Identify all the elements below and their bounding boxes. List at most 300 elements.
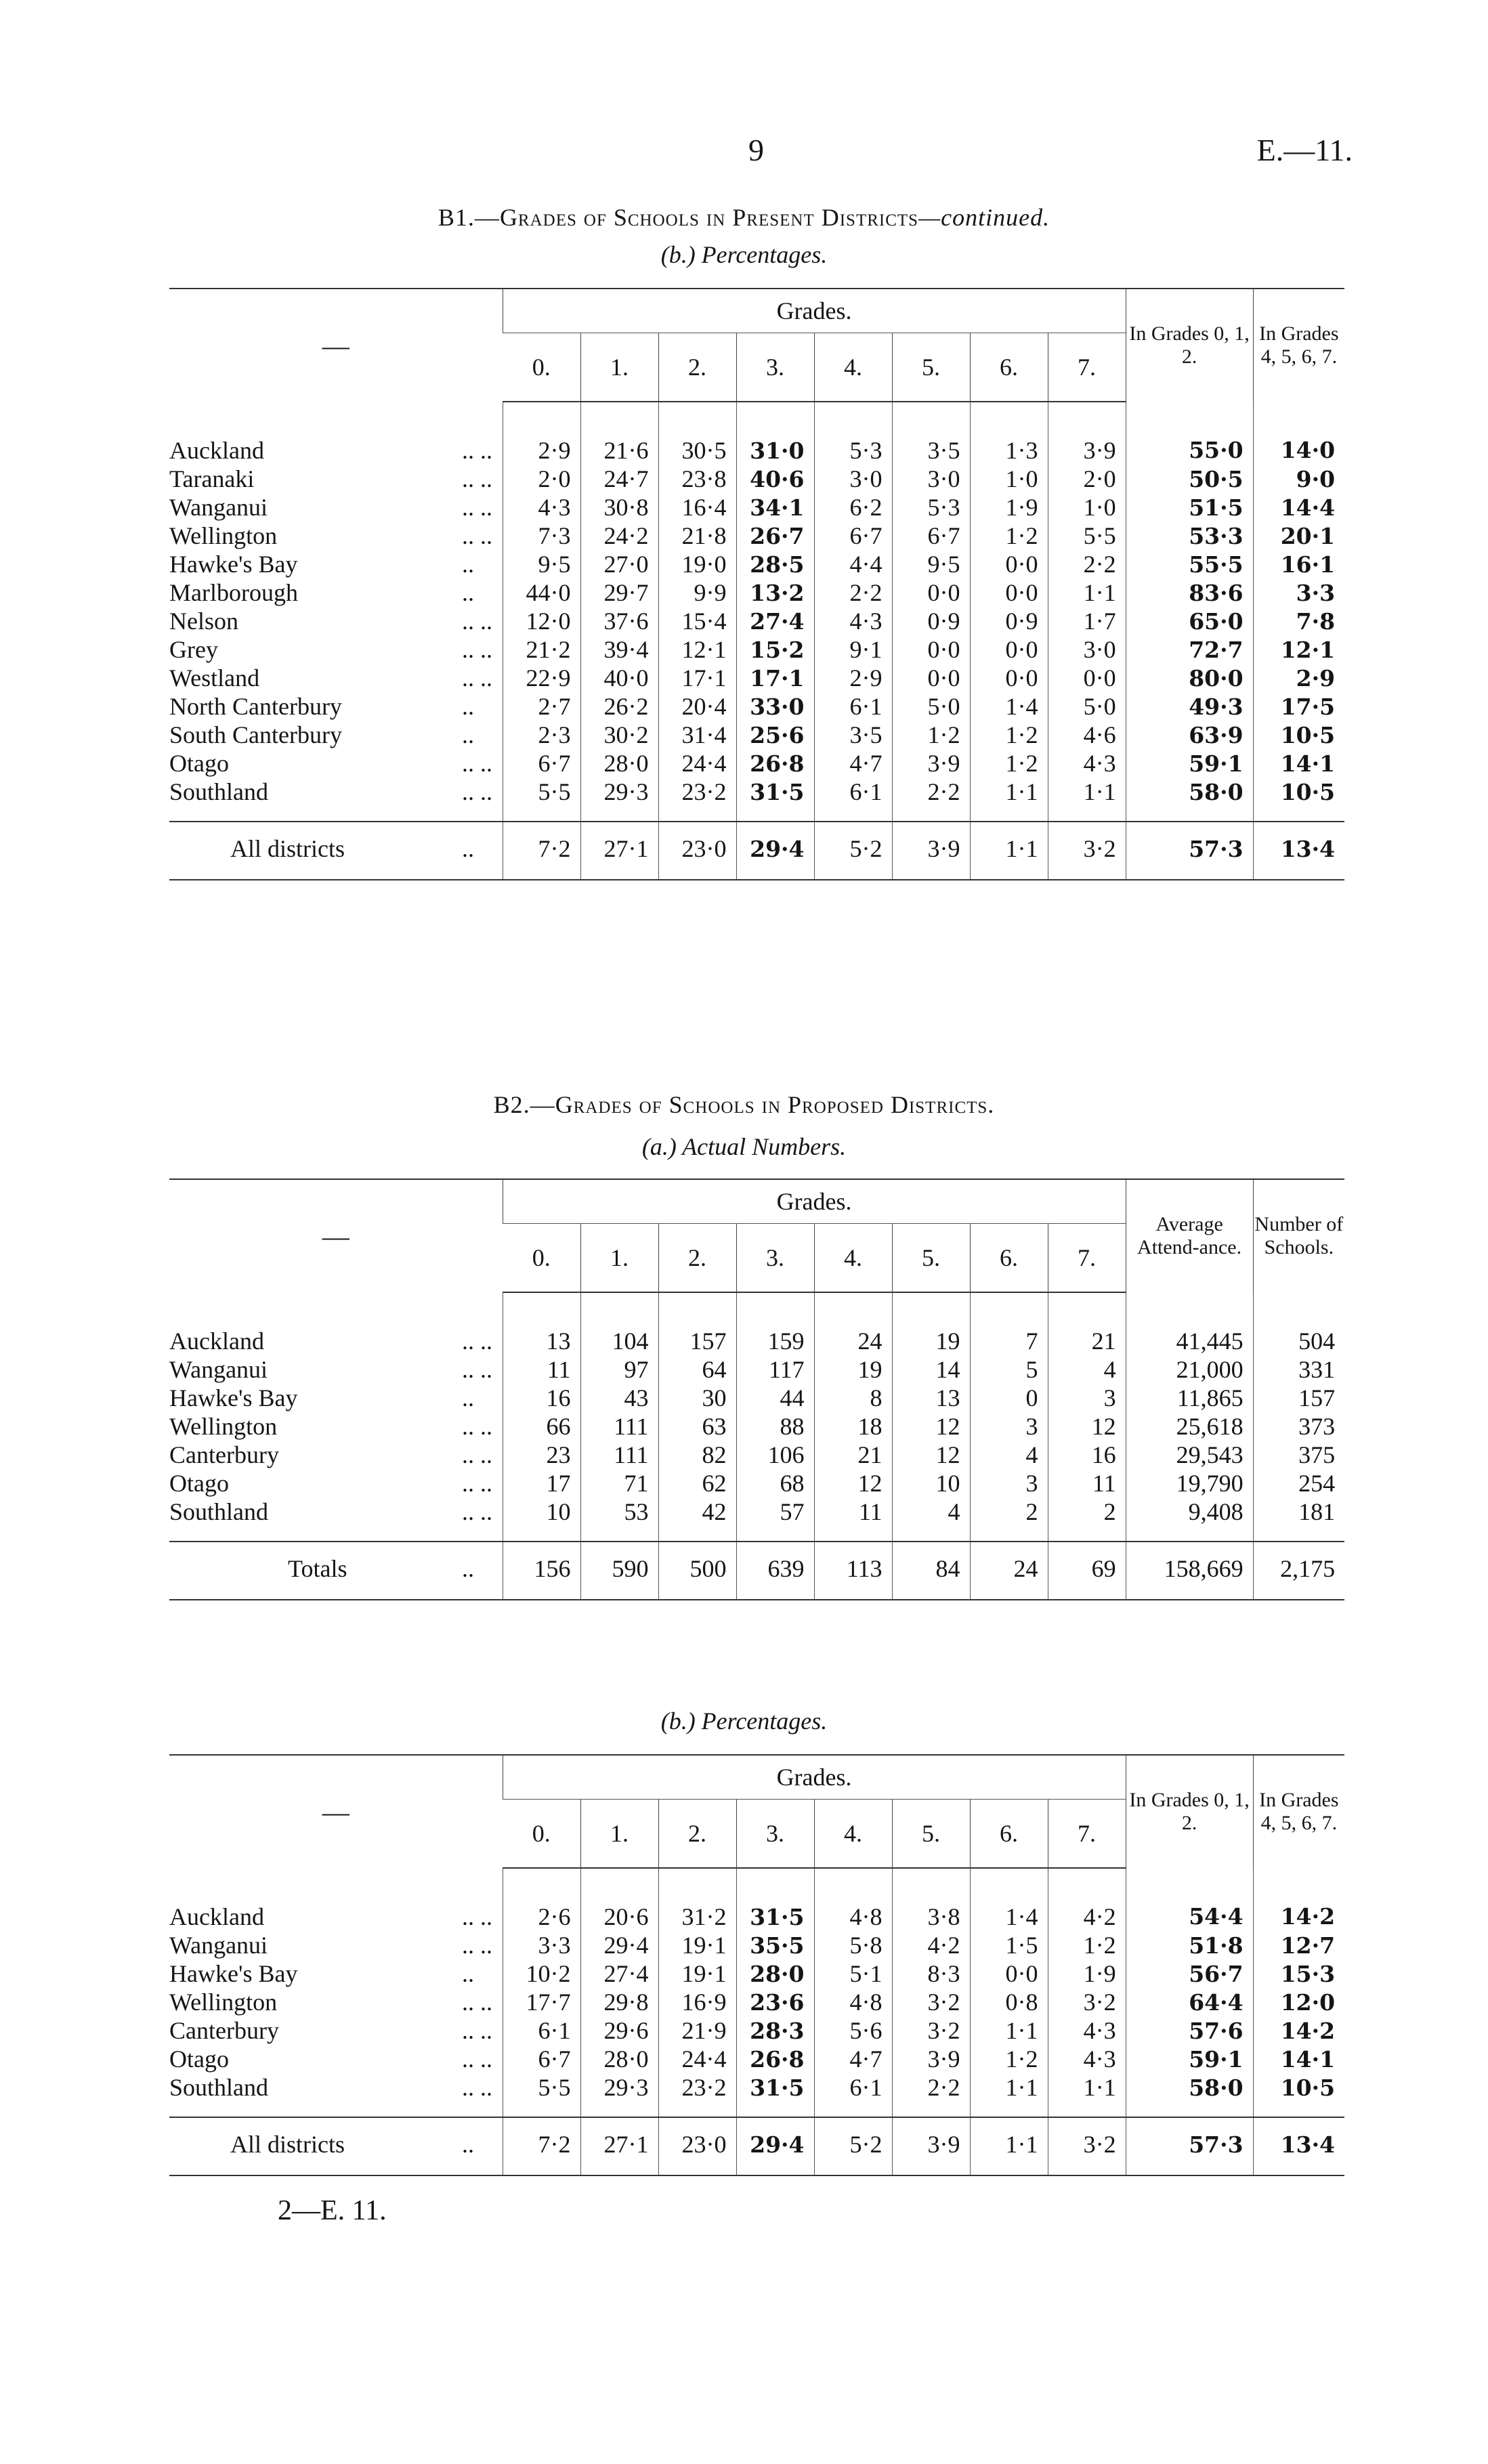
table-cell: 24·2: [580, 522, 658, 550]
table-cell: 14·2: [1253, 2016, 1344, 2045]
grade-column-header: 6.: [970, 333, 1048, 402]
table-cell: 9·5: [503, 550, 580, 578]
table-cell: 22·9: [503, 664, 580, 692]
table-cell: 17·5: [1253, 692, 1344, 721]
table-row: [169, 1868, 1344, 1931]
leader-dots: .. ..: [462, 636, 492, 663]
table-cell: 0·0: [1048, 664, 1126, 692]
table-cell: 28·0: [736, 1959, 814, 1988]
table-cell: 1·1: [970, 2016, 1048, 2045]
table-cell: 35·5: [736, 1931, 814, 1959]
table-cell: 159: [736, 1292, 814, 1355]
table-cell: 111: [580, 1441, 658, 1469]
total-cell: 29·4: [736, 2117, 814, 2175]
total-cell: 57·3: [1126, 2117, 1253, 2175]
total-cell: 3·9: [892, 2117, 970, 2175]
table-cell: 0·0: [892, 664, 970, 692]
table-cell: 0: [970, 1384, 1048, 1412]
district-name: South Canterbury: [169, 721, 342, 748]
table-cell: 5·1: [814, 1959, 892, 1988]
table-cell: 29·3: [580, 778, 658, 822]
extra-column-header-1: In Grades 0, 1, 2.: [1126, 1755, 1253, 1868]
table-cell: 31·5: [736, 2073, 814, 2117]
table-cell: 1·2: [970, 522, 1048, 550]
table-cell: 5·3: [892, 493, 970, 522]
district-name: Marlborough: [169, 579, 298, 606]
table-cell: 17·1: [658, 664, 736, 692]
stub-header-dash: —: [169, 289, 503, 402]
table-cell: 14·1: [1253, 749, 1344, 778]
table-cell: 12·1: [1253, 635, 1344, 664]
table-cell: 30·8: [580, 493, 658, 522]
table-cell: 14·4: [1253, 493, 1344, 522]
table-cell: 3·0: [892, 465, 970, 493]
total-cell: 24: [970, 1542, 1048, 1600]
table-cell: 31·2: [658, 1868, 736, 1931]
table-cell: 5·5: [503, 778, 580, 822]
table-cell: 21: [1048, 1292, 1126, 1355]
grade-column-header: 1.: [580, 1800, 658, 1869]
table-cell: 10·5: [1253, 778, 1344, 822]
table-cell: 4·3: [503, 493, 580, 522]
leader-dots: .. ..: [462, 522, 492, 549]
table-cell: 26·2: [580, 692, 658, 721]
extra-column-header-2: Number of Schools.: [1253, 1179, 1344, 1292]
table-cell: 4·4: [814, 550, 892, 578]
table-cell: 21·6: [580, 402, 658, 465]
stub-header-dash: —: [169, 1755, 503, 1868]
table-row: [169, 664, 1344, 692]
total-cell: 3·2: [1048, 2117, 1126, 2175]
table-cell: 3·0: [814, 465, 892, 493]
table-cell: 23·8: [658, 465, 736, 493]
table-cell: 0·9: [970, 607, 1048, 635]
table-cell: 9,408: [1126, 1497, 1253, 1542]
total-cell: 3·2: [1048, 822, 1126, 880]
table-cell: 12: [1048, 1412, 1126, 1441]
district-name: Otago: [169, 2045, 229, 2073]
table-cell: 4·7: [814, 749, 892, 778]
table-cell: 30·2: [580, 721, 658, 749]
leader-dots: ..: [462, 822, 503, 880]
grade-column-header: 2.: [658, 1224, 736, 1293]
grade-column-header: 2.: [658, 333, 736, 402]
table-cell: 3: [970, 1469, 1048, 1497]
table-row: [169, 550, 1344, 578]
district-name: Otago: [169, 1470, 229, 1497]
leader-dots: .. ..: [462, 1356, 492, 1383]
table-cell: 64·4: [1126, 1988, 1253, 2016]
table-cell: 23·2: [658, 778, 736, 822]
leader-dots: .. ..: [462, 750, 492, 777]
table-row: [169, 1469, 1344, 1497]
grade-column-header: 5.: [892, 1224, 970, 1293]
table-cell: 11: [814, 1497, 892, 1542]
table-row: [169, 1441, 1344, 1469]
table-cell: 21,000: [1126, 1355, 1253, 1384]
table-cell: 50·5: [1126, 465, 1253, 493]
table-cell: 6·1: [814, 2073, 892, 2117]
table-cell: 42: [658, 1497, 736, 1542]
table-cell: 53·3: [1126, 522, 1253, 550]
table-cell: 3·2: [892, 2016, 970, 2045]
table-cell: 21·2: [503, 635, 580, 664]
table-cell: 10: [892, 1469, 970, 1497]
table-cell: 1·1: [1048, 2073, 1126, 2117]
table-cell: 4·2: [1048, 1868, 1126, 1931]
table-cell: 27·4: [736, 607, 814, 635]
table-cell: 2·2: [1048, 550, 1126, 578]
table-cell: 1·4: [970, 1868, 1048, 1931]
extra-column-header-2: In Grades 4, 5, 6, 7.: [1253, 1755, 1344, 1868]
table-cell: 24·7: [580, 465, 658, 493]
table-cell: 5·8: [814, 1931, 892, 1959]
table-cell: 2·2: [814, 578, 892, 607]
grade-column-header: 5.: [892, 1800, 970, 1869]
district-name: North Canterbury: [169, 693, 342, 720]
grade-column-header: 7.: [1048, 1224, 1126, 1293]
table-cell: 16: [1048, 1441, 1126, 1469]
table-cell: 11: [503, 1355, 580, 1384]
extra-column-header-1: Average Attend-ance.: [1126, 1179, 1253, 1292]
table-cell: 54·4: [1126, 1868, 1253, 1931]
table-cell: 4: [1048, 1355, 1126, 1384]
table-cell: 63: [658, 1412, 736, 1441]
grade-column-header: 6.: [970, 1800, 1048, 1869]
table-cell: 23: [503, 1441, 580, 1469]
table-cell: 6·1: [814, 692, 892, 721]
table-row: [169, 1292, 1344, 1355]
table-cell: 28·5: [736, 550, 814, 578]
table-cell: 16·1: [1253, 550, 1344, 578]
grade-column-header: 0.: [503, 1800, 580, 1869]
table-cell: 43: [580, 1384, 658, 1412]
leader-dots: ..: [462, 1542, 503, 1600]
table-cell: 6·7: [503, 2045, 580, 2073]
table-cell: 31·4: [658, 721, 736, 749]
table-cell: 4: [970, 1441, 1048, 1469]
table-cell: 34·1: [736, 493, 814, 522]
table-cell: 4·8: [814, 1868, 892, 1931]
table-row: [169, 578, 1344, 607]
table-row: [169, 493, 1344, 522]
district-name: Taranaki: [169, 465, 255, 492]
table-cell: 1·1: [970, 778, 1048, 822]
table-row: [169, 721, 1344, 749]
table-cell: 0·0: [970, 1959, 1048, 1988]
extra-column-header-1: In Grades 0, 1, 2.: [1126, 289, 1253, 402]
district-name: Otago: [169, 750, 229, 777]
district-name: Wanganui: [169, 494, 268, 521]
table-cell: 68: [736, 1469, 814, 1497]
table-cell: 8: [814, 1384, 892, 1412]
leader-dots: .. ..: [462, 2045, 492, 2073]
grade-column-header: 6.: [970, 1224, 1048, 1293]
b1-table: [169, 288, 1344, 880]
table-cell: 57·6: [1126, 2016, 1253, 2045]
footer-signature: 2—E. 11.: [278, 2195, 387, 2226]
total-cell: 2,175: [1253, 1542, 1344, 1600]
table-cell: 10·5: [1253, 2073, 1344, 2117]
table-cell: 19: [892, 1292, 970, 1355]
table-cell: 29,543: [1126, 1441, 1253, 1469]
table-cell: 4·6: [1048, 721, 1126, 749]
table-cell: 1·2: [970, 749, 1048, 778]
table-cell: 17·1: [736, 664, 814, 692]
table-cell: 1·3: [970, 402, 1048, 465]
table-cell: 31·0: [736, 402, 814, 465]
leader-dots: .. ..: [462, 778, 492, 805]
table-cell: 1·2: [970, 2045, 1048, 2073]
table-cell: 2: [1048, 1497, 1126, 1542]
leader-dots: .. ..: [462, 608, 492, 635]
table-cell: 28·0: [580, 749, 658, 778]
table-row: [169, 1959, 1344, 1988]
table-cell: 5·6: [814, 2016, 892, 2045]
table-cell: 9·1: [814, 635, 892, 664]
table-row: [169, 778, 1344, 822]
district-name: Hawke's Bay: [169, 1960, 298, 1987]
table-cell: 71: [580, 1469, 658, 1497]
table-cell: 8·3: [892, 1959, 970, 1988]
table-cell: 49·3: [1126, 692, 1253, 721]
table-cell: 65·0: [1126, 607, 1253, 635]
table-row: [169, 2073, 1344, 2117]
total-cell: 27·1: [580, 822, 658, 880]
table-cell: 26·7: [736, 522, 814, 550]
table-cell: 19,790: [1126, 1469, 1253, 1497]
total-cell: 27·1: [580, 2117, 658, 2175]
b2b-subtitle: (b.) Percentages.: [660, 1707, 828, 1735]
table-cell: 72·7: [1126, 635, 1253, 664]
leader-dots: .. ..: [462, 1989, 492, 2016]
leader-dots: ..: [462, 1960, 474, 1987]
table-cell: 3·2: [892, 1988, 970, 2016]
grade-column-header: 4.: [814, 333, 892, 402]
table-cell: 14·2: [1253, 1868, 1344, 1931]
total-cell: 1·1: [970, 822, 1048, 880]
table-cell: 331: [1253, 1355, 1344, 1384]
table-cell: 3·9: [892, 749, 970, 778]
table-cell: 55·5: [1126, 550, 1253, 578]
grade-column-header: 2.: [658, 1800, 736, 1869]
table-cell: 29·4: [580, 1931, 658, 1959]
page-header: [0, 132, 1488, 179]
grades-header: Grades.: [503, 1179, 1126, 1224]
b2a-subtitle: (a.) Actual Numbers.: [641, 1133, 847, 1160]
district-name: Auckland: [169, 436, 264, 464]
table-cell: 0·0: [892, 578, 970, 607]
table-cell: 21: [814, 1441, 892, 1469]
leader-dots: .. ..: [462, 1413, 492, 1440]
table-cell: 44·0: [503, 578, 580, 607]
table-cell: 15·2: [736, 635, 814, 664]
table-cell: 26·8: [736, 749, 814, 778]
leader-dots: .. ..: [462, 1441, 492, 1468]
table-cell: 4·3: [1048, 2045, 1126, 2073]
table-cell: 4·2: [892, 1931, 970, 1959]
table-cell: 59·1: [1126, 2045, 1253, 2073]
table-row: [169, 2016, 1344, 2045]
grade-column-header: 4.: [814, 1800, 892, 1869]
table-cell: 3·5: [892, 402, 970, 465]
table-cell: 1·4: [970, 692, 1048, 721]
grade-column-header: 3.: [736, 1224, 814, 1293]
table-cell: 5·5: [503, 2073, 580, 2117]
table-cell: 17: [503, 1469, 580, 1497]
district-name: Wellington: [169, 522, 278, 549]
table-cell: 13·2: [736, 578, 814, 607]
grade-column-header: 4.: [814, 1224, 892, 1293]
table-cell: 19·1: [658, 1931, 736, 1959]
table-cell: 1·1: [1048, 778, 1126, 822]
table-cell: 2·7: [503, 692, 580, 721]
leader-dots: .. ..: [462, 2074, 492, 2101]
table-cell: 6·7: [814, 522, 892, 550]
table-cell: 31·5: [736, 778, 814, 822]
table-cell: 3·5: [814, 721, 892, 749]
table-cell: 97: [580, 1355, 658, 1384]
table-cell: 80·0: [1126, 664, 1253, 692]
table-cell: 4·3: [1048, 749, 1126, 778]
b2-title: B2.—Grades of Schools in Proposed Districts.: [493, 1091, 995, 1118]
district-name: Auckland: [169, 1327, 264, 1355]
table-cell: 16·9: [658, 1988, 736, 2016]
table-cell: 0·8: [970, 1988, 1048, 2016]
table-cell: 3: [970, 1412, 1048, 1441]
table-cell: 25,618: [1126, 1412, 1253, 1441]
page-number: 9: [748, 133, 764, 167]
table-cell: 2·9: [503, 402, 580, 465]
total-cell: 13·4: [1253, 2117, 1344, 2175]
table-cell: 37·6: [580, 607, 658, 635]
table-cell: 1·5: [970, 1931, 1048, 1959]
table-cell: 3: [1048, 1384, 1126, 1412]
stub-header-dash: —: [169, 1179, 503, 1292]
district-name: Westland: [169, 664, 260, 692]
table-cell: 29·6: [580, 2016, 658, 2045]
leader-dots: .. ..: [462, 1903, 492, 1930]
table-cell: 0·0: [892, 635, 970, 664]
table-cell: 5·3: [814, 402, 892, 465]
total-cell: 590: [580, 1542, 658, 1600]
leader-dots: .. ..: [462, 1327, 492, 1355]
grade-column-header: 0.: [503, 333, 580, 402]
grade-column-header: 7.: [1048, 333, 1126, 402]
table-cell: 83·6: [1126, 578, 1253, 607]
table-cell: 23·6: [736, 1988, 814, 2016]
table-cell: 1·9: [1048, 1959, 1126, 1988]
table-cell: 157: [658, 1292, 736, 1355]
table-row: [169, 1355, 1344, 1384]
table-cell: 9·5: [892, 550, 970, 578]
table-cell: 6·7: [892, 522, 970, 550]
table-cell: 28·0: [580, 2045, 658, 2073]
table-cell: 51·5: [1126, 493, 1253, 522]
table-cell: 12: [892, 1441, 970, 1469]
table-row: [169, 1931, 1344, 1959]
table-cell: 30·5: [658, 402, 736, 465]
leader-dots: ..: [462, 579, 474, 606]
total-cell: 639: [736, 1542, 814, 1600]
table-cell: 44: [736, 1384, 814, 1412]
table-cell: 12·1: [658, 635, 736, 664]
total-cell: 7·2: [503, 822, 580, 880]
table-cell: 181: [1253, 1497, 1344, 1542]
table-cell: 18: [814, 1412, 892, 1441]
table-cell: 254: [1253, 1469, 1344, 1497]
table-cell: 3·9: [892, 2045, 970, 2073]
district-name: Southland: [169, 778, 269, 805]
b1-title: B1.—Grades of Schools in Present Districts—continued.: [438, 204, 1050, 231]
table-row: [169, 749, 1344, 778]
table-cell: 2·0: [1048, 465, 1126, 493]
table-cell: 2·9: [1253, 664, 1344, 692]
leader-dots: ..: [462, 551, 474, 578]
table-cell: 40·6: [736, 465, 814, 493]
table-cell: 10·5: [1253, 721, 1344, 749]
district-name: Wanganui: [169, 1932, 268, 1959]
district-name: Wanganui: [169, 1356, 268, 1383]
table-cell: 104: [580, 1292, 658, 1355]
table-cell: 7: [970, 1292, 1048, 1355]
district-name: Wellington: [169, 1989, 278, 2016]
district-name: Auckland: [169, 1903, 264, 1930]
total-cell: 113: [814, 1542, 892, 1600]
table-row: [169, 1384, 1344, 1412]
table-cell: 23·2: [658, 2073, 736, 2117]
total-cell: 1·1: [970, 2117, 1048, 2175]
leader-dots: .. ..: [462, 1470, 492, 1497]
table-cell: 117: [736, 1355, 814, 1384]
table-cell: 21·9: [658, 2016, 736, 2045]
table-cell: 82: [658, 1441, 736, 1469]
table-cell: 3·9: [1048, 402, 1126, 465]
table-cell: 4: [892, 1497, 970, 1542]
total-cell: 69: [1048, 1542, 1126, 1600]
total-cell: 84: [892, 1542, 970, 1600]
table-cell: 29·7: [580, 578, 658, 607]
grade-column-header: 3.: [736, 1800, 814, 1869]
table-cell: 58·0: [1126, 778, 1253, 822]
table-cell: 2·3: [503, 721, 580, 749]
total-label: All districts: [169, 822, 462, 880]
table-cell: 58·0: [1126, 2073, 1253, 2117]
table-cell: 6·1: [814, 778, 892, 822]
b2a-table: [169, 1178, 1344, 1600]
table-cell: 2·2: [892, 778, 970, 822]
table-cell: 15·4: [658, 607, 736, 635]
table-cell: 20·1: [1253, 522, 1344, 550]
total-cell: 158,669: [1126, 1542, 1253, 1600]
table-cell: 3·0: [1048, 635, 1126, 664]
total-cell: 57·3: [1126, 822, 1253, 880]
table-cell: 5·0: [1048, 692, 1126, 721]
table-cell: 1·1: [970, 2073, 1048, 2117]
table-cell: 106: [736, 1441, 814, 1469]
table-cell: 24·4: [658, 2045, 736, 2073]
table-cell: 4·7: [814, 2045, 892, 2073]
table-cell: 7·8: [1253, 607, 1344, 635]
total-row: [169, 1542, 1344, 1600]
leader-dots: .. ..: [462, 2017, 492, 2044]
leader-dots: .. ..: [462, 494, 492, 521]
table-row: [169, 1988, 1344, 2016]
leader-dots: .. ..: [462, 664, 492, 692]
table-cell: 4·3: [814, 607, 892, 635]
table-row: [169, 402, 1344, 465]
table-cell: 12·0: [1253, 1988, 1344, 2016]
